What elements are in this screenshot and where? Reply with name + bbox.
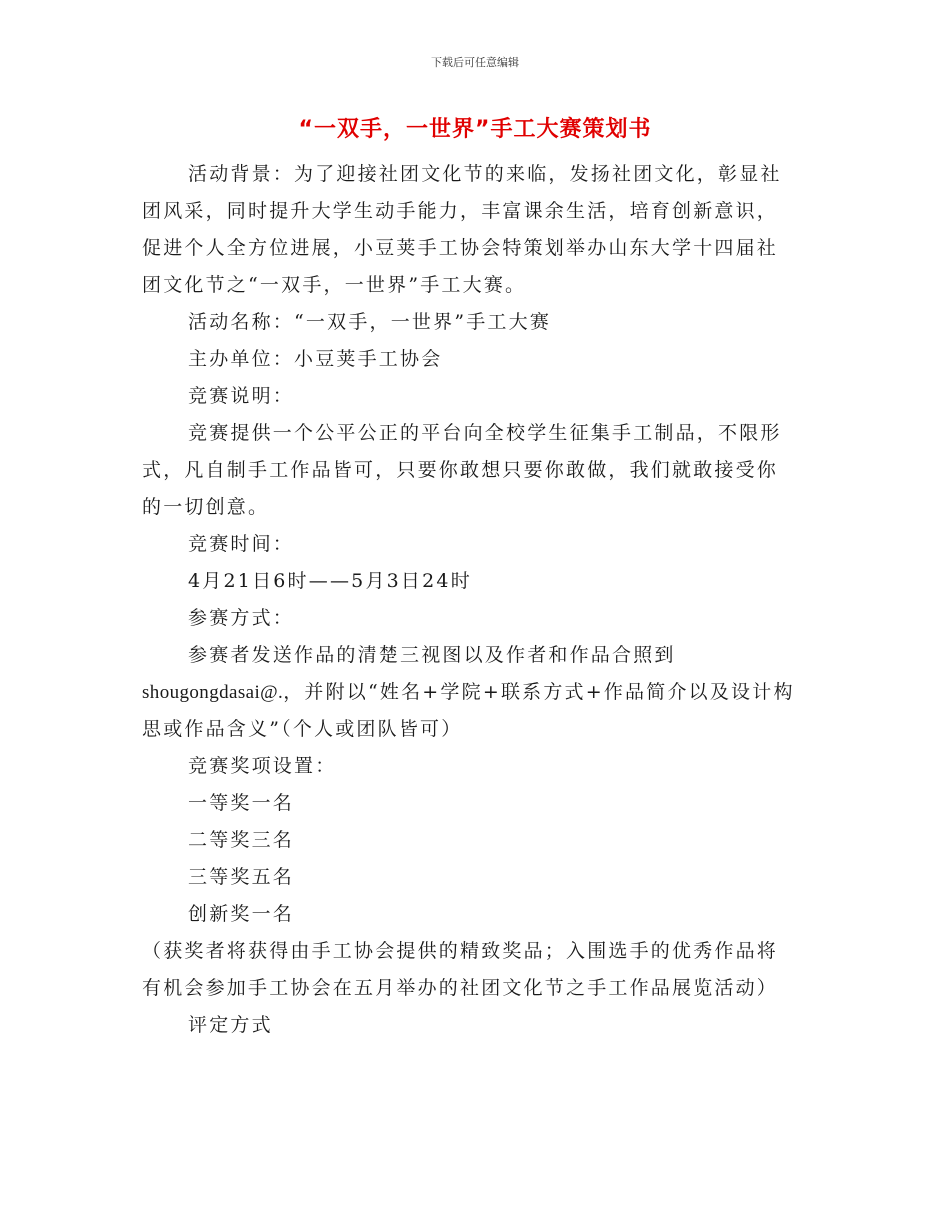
background-paragraph: 活动背景：为了迎接社团文化节的来临，发扬社团文化，彰显社团风采，同时提升大学生动手能力，丰富课余生活，培育创新意识，促进个人全方位进展，小豆荚手工协会特策划举办山东大学十四届社团文化节之“一双手，一世界”手工大赛。 <box>142 163 782 296</box>
contact-email: shougongdasai@. <box>142 682 284 703</box>
awards-note: （获奖者将获得由手工协会提供的精致奖品；入围选手的优秀作品将有机会参加手工协会在五月举办的社团文化节之手工作品展览活动） <box>142 940 779 999</box>
award-second: 二等奖三名 <box>188 829 295 851</box>
award-third: 三等奖五名 <box>188 866 295 888</box>
time-heading: 竞赛时间： <box>188 533 295 555</box>
activity-name-line: 活动名称：“一双手，一世界”手工大赛 <box>188 311 552 333</box>
document-body <box>142 156 797 1044</box>
rules-heading: 竞赛说明： <box>188 385 295 407</box>
method-paragraph-rest: ，并附以“姓名+学院+联系方式+作品简介以及设计构思或作品含义”（个人或团队皆可） <box>142 681 795 740</box>
method-heading: 参赛方式： <box>188 607 295 629</box>
awards-heading: 竞赛奖项设置： <box>188 755 337 777</box>
page-header-note: 下载后可任意编辑 <box>431 56 519 69</box>
method-paragraph-line1: 参赛者发送作品的清楚三视图以及作者和作品合照到 <box>188 644 676 666</box>
time-value: 4月21日6时——5月3日24时 <box>188 570 472 592</box>
method-paragraph-continued <box>142 674 797 748</box>
award-first: 一等奖一名 <box>188 792 295 814</box>
organizer-line: 主办单位：小豆荚手工协会 <box>188 348 443 370</box>
award-innovation: 创新奖一名 <box>188 903 295 925</box>
evaluation-heading: 评定方式 <box>188 1014 273 1036</box>
rules-paragraph: 竞赛提供一个公平公正的平台向全校学生征集手工制品，不限形式，凡自制手工作品皆可，只要你敢想只要你敢做，我们就敢接受你的一切创意。 <box>142 422 782 518</box>
document-title: “一双手，一世界”手工大赛策划书 <box>298 117 652 142</box>
